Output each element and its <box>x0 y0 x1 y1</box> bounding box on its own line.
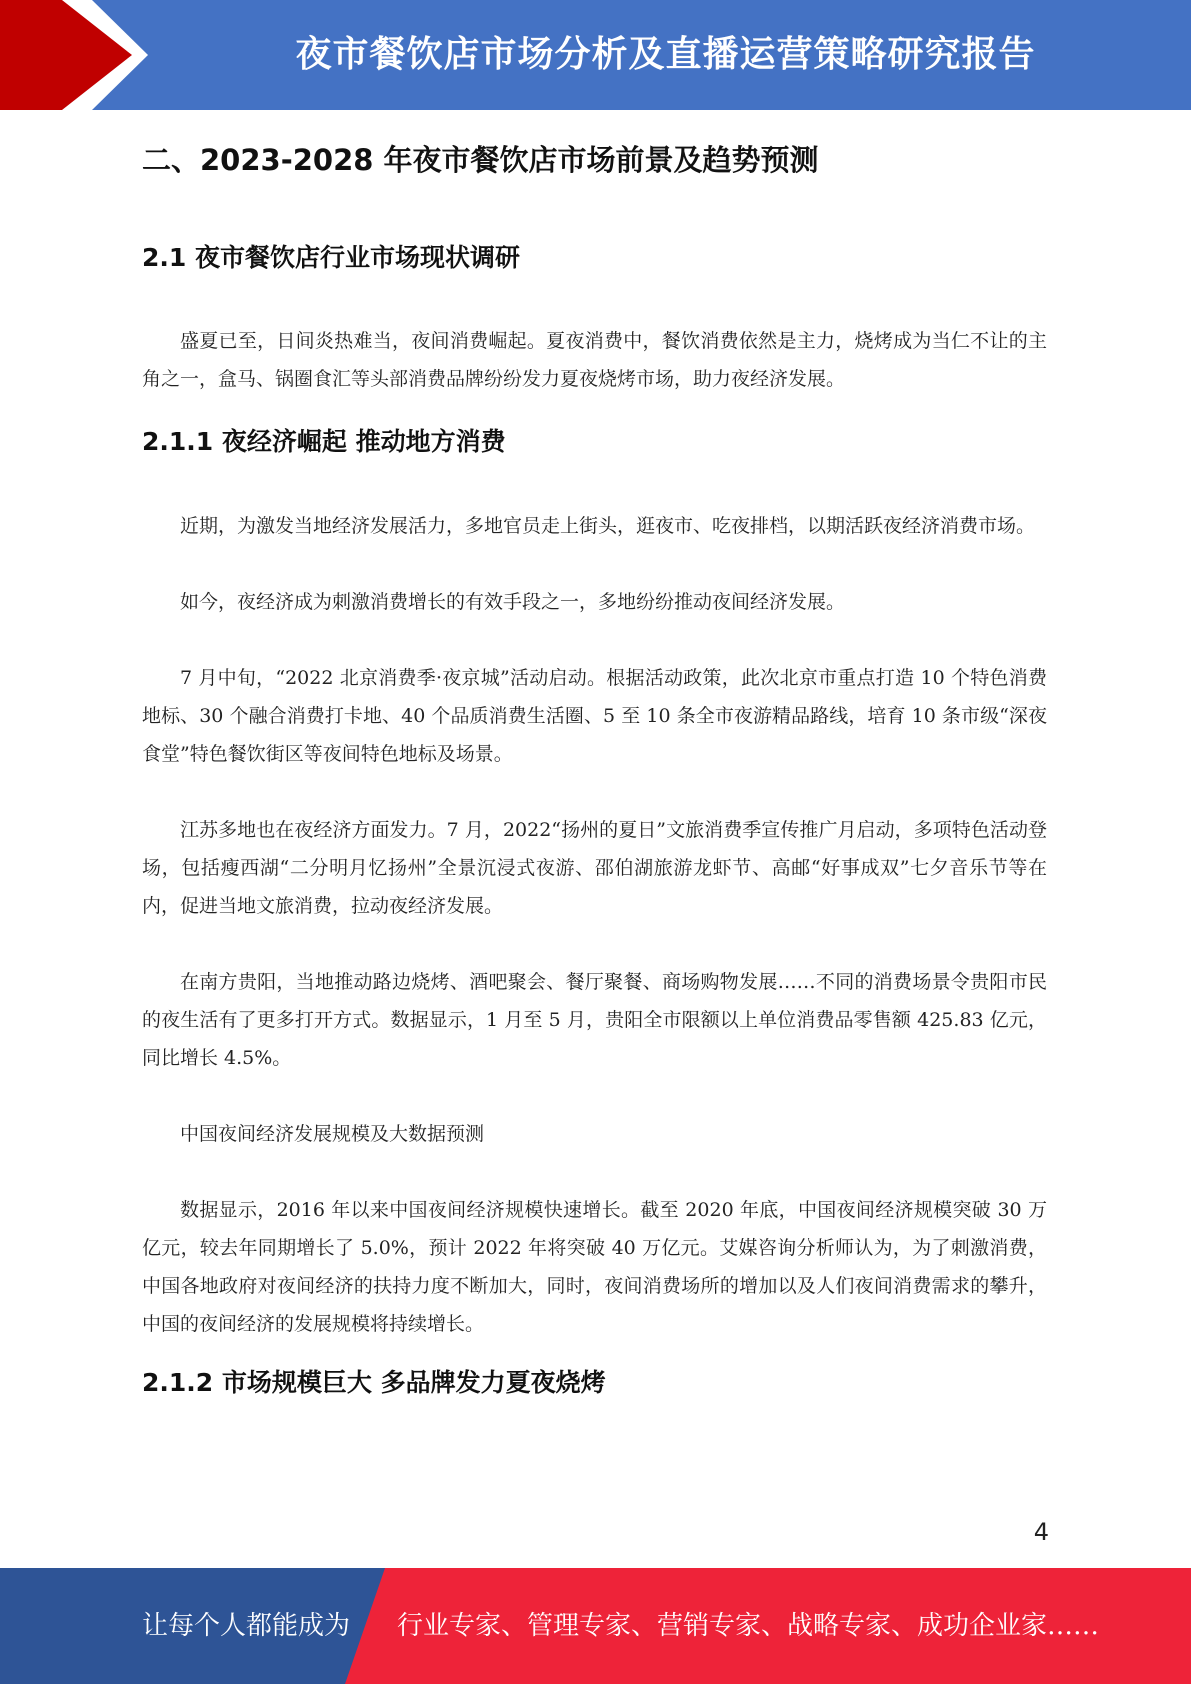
chapter-title: 二、2023-2028 年夜市餐饮店市场前景及趋势预测 <box>142 143 819 177</box>
paragraph-6: 在南方贵阳，当地推动路边烧烤、酒吧聚会、餐厅聚餐、商场购物发展……不同的消费场景令贵阳市民的夜生活有了更多打开方式。数据显示，1 月至 5 月，贵阳全市限额以上单位消费品零售额 425.83 亿元，同比增长 4.5%。 <box>142 970 1047 1069</box>
section-2-1-2-title: 2.1.2 市场规模巨大 多品牌发力夏夜烧烤 <box>142 1367 606 1397</box>
paragraph-4: 7 月中旬，“2022 北京消费季·夜京城”活动启动。根据活动政策，此次北京市重点打造 10 个特色消费地标、30 个融合消费打卡地、40 个品质消费生活圈、5 至 10 条全市夜游精品路线，培育 10 条市级“深夜食堂”特色餐饮街区等夜间特色地标及场景。 <box>142 666 1047 765</box>
paragraph-1: 盛夏已至，日间炎热难当，夜间消费崛起。夏夜消费中，餐饮消费依然是主力，烧烤成为当仁不让的主角之一，盒马、锅圈食汇等头部消费品牌纷纷发力夏夜烧烤市场，助力夜经济发展。 <box>142 330 1047 391</box>
paragraph-7: 中国夜间经济发展规模及大数据预测 <box>180 1122 485 1145</box>
page-number: 4 <box>1033 1518 1049 1546</box>
paragraph-3: 如今，夜经济成为刺激消费增长的有效手段之一，多地纷纷推动夜间经济发展。 <box>180 590 846 613</box>
page-footer <box>0 1568 1191 1684</box>
report-title: 夜市餐饮店市场分析及直播运营策略研究报告 <box>295 34 1036 75</box>
page-content <box>142 110 1047 1399</box>
footer-slogan-left: 让每个人都能成为 <box>142 1611 351 1641</box>
page-header <box>0 0 1191 110</box>
section-2-1-title: 2.1 夜市餐饮店行业市场现状调研 <box>142 242 520 272</box>
section-2-1-1-title: 2.1.1 夜经济崛起 推动地方消费 <box>142 427 506 457</box>
paragraph-2: 近期，为激发当地经济发展活力，多地官员走上街头，逛夜市、吃夜排档，以期活跃夜经济消费市场。 <box>180 514 1036 537</box>
footer-slogan-right: 行业专家、管理专家、营销专家、战略专家、成功企业家…… <box>397 1611 1100 1641</box>
header-arrow-icon <box>0 0 160 110</box>
paragraph-5: 江苏多地也在夜经济方面发力。7 月，2022“扬州的夏日”文旅消费季宣传推广月启动，多项特色活动登场，包括瘦西湖“二分明月忆扬州”全景沉浸式夜游、邵伯湖旅游龙虾节、高邮“好事成双”七夕音乐节等在内，促进当地文旅消费，拉动夜经济发展。 <box>142 818 1047 917</box>
paragraph-8: 数据显示，2016 年以来中国夜间经济规模快速增长。截至 2020 年底，中国夜间经济规模突破 30 万亿元，较去年同期增长了 5.0%，预计 2022 年将突破 40 万亿元。艾媒咨询分析师认为，为了刺激消费，中国各地政府对夜间经济的扶持力度不断加大，同时，夜间消费场所的增加以及人们夜间消费需求的攀升，中国的夜间经济的发展规模将持续增长。 <box>142 1198 1047 1335</box>
